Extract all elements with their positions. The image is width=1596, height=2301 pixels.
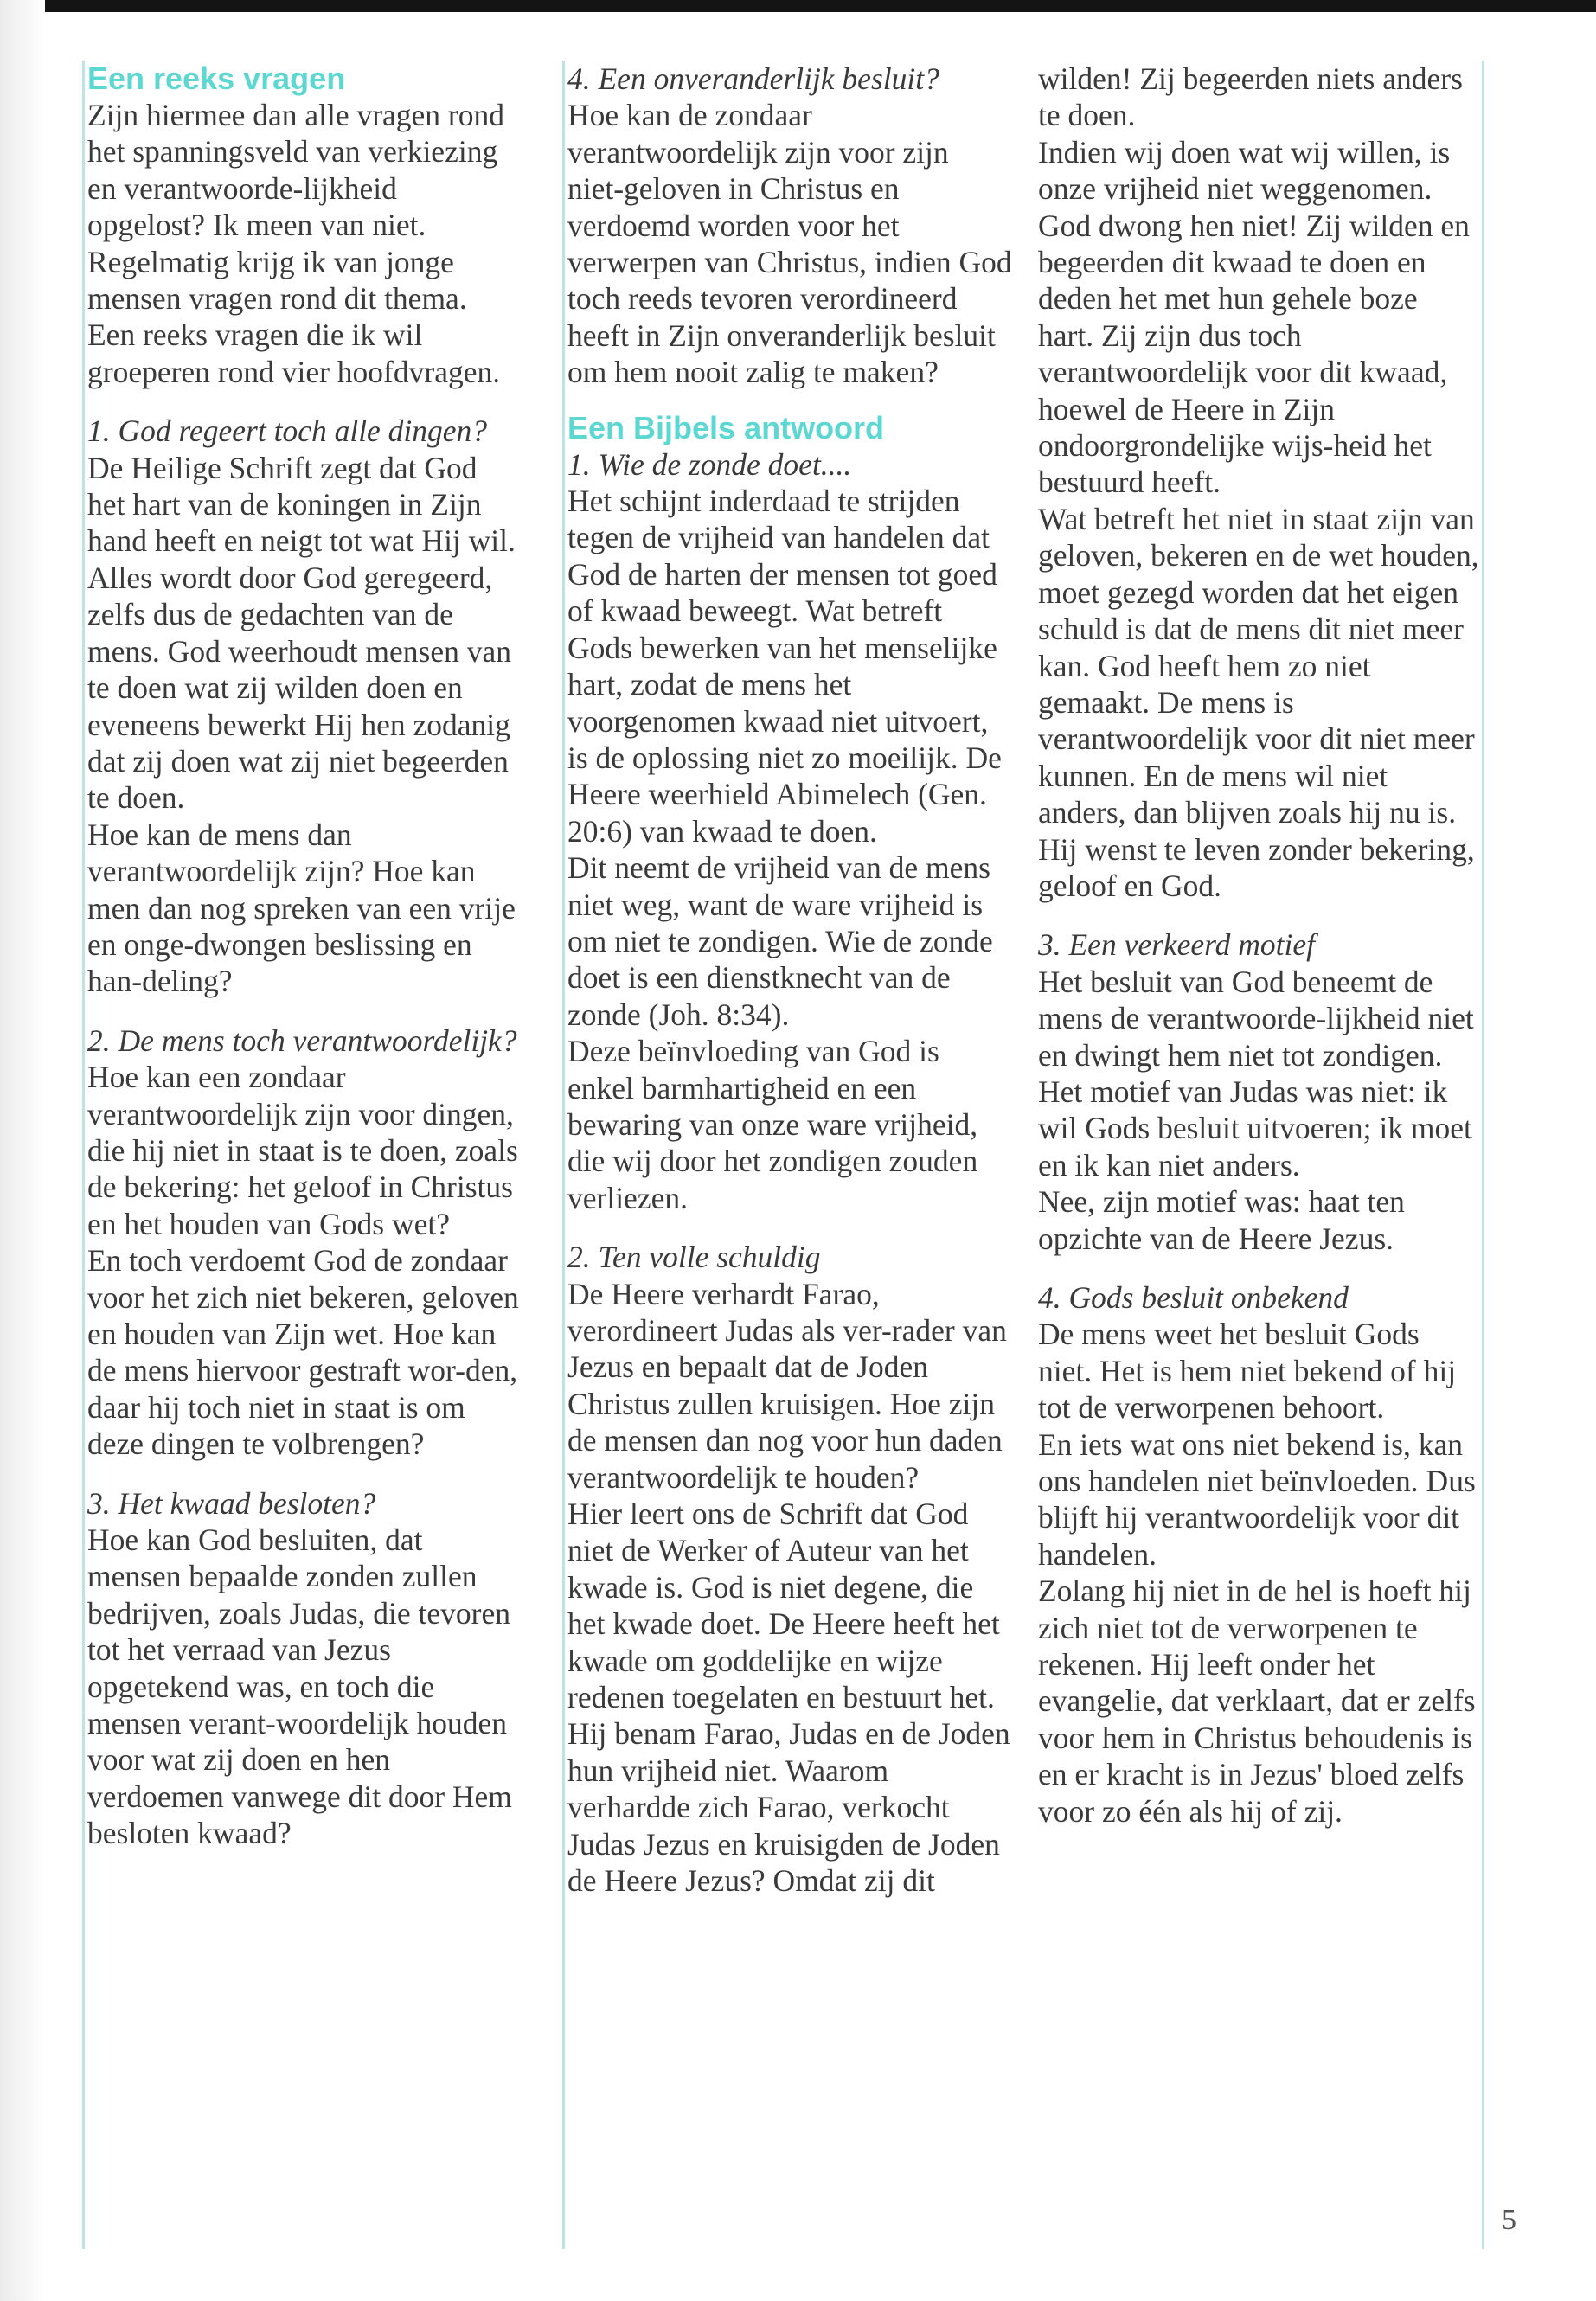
answer-2-continued: wilden! Zij begeerden niets anders te doen.: [1038, 61, 1463, 133]
page-number: 5: [1502, 2204, 1516, 2236]
answer-2-continued: Wat betreft het niet in staat zijn van geloven, bekeren en de wet houden, moet gezegd worden dat het eigen schuld is dat de mens dit niet meer kan. God heeft hem zo niet gemaakt. De mens is verantwoordelijk voor dit niet meer kunnen. En de mens wil niet anders, dan blijven zoals hij nu is. Hij wenst te leven zonder bekering, geloof en God.: [1038, 501, 1479, 903]
column-1: [82, 61, 519, 2249]
answer-2-continued: Indien wij doen wat wij willen, is onze vrijheid niet weggenomen. God dwong hen niet! Zij wilden en begeerden dit kwaad te doen en deden het met hun gehele boze hart. Zij zijn dus toch verantwoordelijk voor dit kwaad, hoewel de Heere in Zijn ondoorgrondelijke wijs-heid het bestuurd heeft.: [1038, 134, 1470, 500]
question-2-paragraph: En toch verdoemt God de zondaar voor het zich niet bekeren, geloven en houden van Zijn wet. Hoe kan de mens hiervoor gestraft wor-den, daar hij toch niet in staat is om deze dingen te volbrengen?: [87, 1243, 519, 1462]
section-heading-vragen: Een reeks vragen: [87, 61, 346, 96]
answer-4-title: 4. Gods besluit onbekend: [1038, 1280, 1349, 1315]
question-3-title: 3. Het kwaad besloten?: [87, 1485, 376, 1521]
section-heading-antwoord: Een Bijbels antwoord: [567, 409, 885, 445]
answer-3-paragraph: Het motief van Judas was niet: ik wil Gods besluit uitvoeren; ik moet en ik kan niet anders.: [1038, 1074, 1472, 1183]
answer-2-paragraph: De Heere verhardt Farao, verordineert Judas als ver-rader van Jezus en bepaalt dat de Joden Christus zullen kruisigen. Hoe zijn de mensen dan nog voor hun daden verantwoordelijk te houden?: [567, 1276, 1007, 1495]
answer-4-paragraph: En iets wat ons niet bekend is, kan ons handelen niet beïnvloeden. Dus blijft hij verantwoordelijk voor dit handelen.: [1038, 1426, 1476, 1572]
answer-4-paragraph: De mens weet het besluit Gods niet. Het is hem niet bekend of hij tot de verworpenen behoort.: [1038, 1317, 1457, 1426]
answer-4-paragraph: Zolang hij niet in de hel is hoeft hij zich niet tot de verworpenen te rekenen. Hij leeft onder het evangelie, dat verklaart, dat er zelfs voor hem in Christus behoudenis is en er kracht is in Jezus' bloed zelfs voor zo één als hij of zij.: [1038, 1574, 1476, 1829]
answer-1-paragraph: Dit neemt de vrijheid van de mens niet weg, want de ware vrijheid is om niet te zondigen. Wie de zonde doet is een dienstknecht van de zonde (Joh. 8:34).: [567, 850, 993, 1032]
question-2-paragraph: Hoe kan een zondaar verantwoordelijk zijn voor dingen, die hij niet in staat is te doen, zoals de bekering: het geloof in Christus en het houden van Gods wet?: [87, 1060, 518, 1241]
question-1-paragraph: Alles wordt door God geregeerd, zelfs dus de gedachten van de mens. God weerhoudt mensen van te doen wat zij wilden doen en eveneens bewerkt Hij hen zodanig dat zij doen wat zij niet begeerden te doen.: [87, 560, 511, 816]
answer-2-title: 2. Ten volle schuldig: [567, 1240, 821, 1275]
answer-1-title: 1. Wie de zonde doet....: [567, 446, 852, 482]
question-4-title: 4. Een onveranderlijk besluit?: [567, 61, 939, 96]
column-divider: [1482, 61, 1484, 2249]
answer-2-paragraph: Hier leert ons de Schrift dat God niet de Werker of Auteur van het kwade is. God is niet degene, die het kwade doet. De Heere heeft het kwade om goddelijke en wijze redenen toegelaten en bestuurt het. Hij benam Farao, Judas en de Joden hun vrijheid niet. Waarom verhardde zich Farao, verkocht Judas Jezus en kruisigden de Joden de Heere Jezus? Omdat zij dit: [567, 1497, 1010, 1899]
column-2: [562, 61, 1012, 2249]
answer-1-paragraph: Deze beïnvloeding van God is enkel barmhartigheid en een bewaring van onze ware vrijheid, die wij door het zondigen zouden verliezen.: [567, 1034, 978, 1215]
answer-3-paragraph: Het besluit van God beneemt de mens de verantwoorde-lijkheid niet en dwingt hem niet tot zondigen.: [1038, 964, 1474, 1073]
page-shadow: [0, 0, 45, 2301]
question-1-title: 1. God regeert toch alle dingen?: [87, 413, 488, 449]
question-4-paragraph: Hoe kan de zondaar verantwoordelijk zijn voor zijn niet-geloven in Christus en verdoemd worden voor het verwerpen van Christus, indien God toch reeds tevoren verordineerd heeft in Zijn onveranderlijk besluit om hem nooit zalig te maken?: [567, 98, 1012, 390]
question-1-paragraph: Hoe kan de mens dan verantwoordelijk zijn? Hoe kan men dan nog spreken van een vrije en onge-dwongen beslissing en han-deling?: [87, 817, 516, 999]
answer-3-title: 3. Een verkeerd motief: [1038, 927, 1316, 963]
intro-paragraph: Zijn hiermee dan alle vragen rond het spanningsveld van verkiezing en verantwoorde-lijkheid opgelost? Ik meen van niet. Regelmatig krijg ik van jonge mensen vragen rond dit thema. Een reeks vragen die ik wil groeperen rond vier hoofdvragen.: [87, 98, 505, 389]
question-3-paragraph: Hoe kan God besluiten, dat mensen bepaalde zonden zullen bedrijven, zoals Judas, die tevoren tot het verraad van Jezus opgetekend was, en toch die mensen verant-woordelijk houden voor wat zij doen en hen verdoemen vanwege dit door Hem besloten kwaad?: [87, 1522, 512, 1851]
question-1-paragraph: De Heilige Schrift zegt dat God het hart van de koningen in Zijn hand heeft en neigt tot wat Hij wil.: [87, 450, 516, 559]
question-2-title: 2. De mens toch verantwoordelijk?: [87, 1022, 517, 1058]
column-3: [1038, 61, 1479, 2249]
answer-1-paragraph: Het schijnt inderdaad te strijden tegen de vrijheid van handelen dat God de harten der mensen tot goed of kwaad beweegt. Wat betreft Gods bewerken van het menselijke hart, zodat de mens het voorgenomen kwaad niet uitvoert, is de oplossing niet zo moeilijk. De Heere weerhield Abimelech (Gen. 20:6) van kwaad te doen.: [567, 484, 1002, 849]
top-rule: [45, 0, 1596, 12]
answer-3-paragraph: Nee, zijn motief was: haat ten opzichte van de Heere Jezus.: [1038, 1184, 1405, 1256]
